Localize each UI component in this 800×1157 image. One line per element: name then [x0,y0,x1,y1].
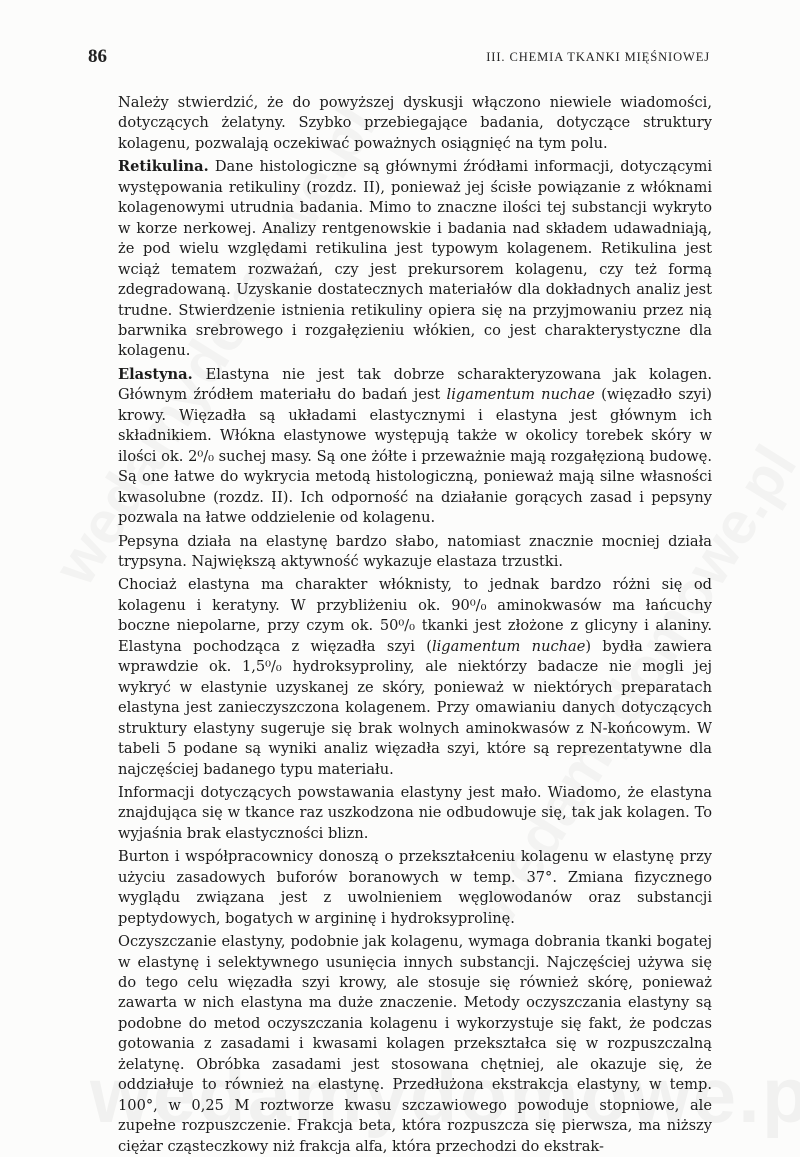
paragraph-oczyszczanie [118,932,712,1157]
paragraph-pepsyna [118,532,712,573]
paragraph-burton [118,847,712,929]
paragraph-pepsyna-text: Pepsyna działa na elastynę bardzo słabo, natomiast znacznie mocniej działa trypsyna. Największą aktywność wykazuje elastaza trzustki. [118,532,712,570]
paragraph-burton-text: Burton i współpracownicy donoszą o przekształceniu kolagenu w elastynę przy użyciu zasadowych buforów boranowych w temp. 37°. Zmiana fizycznego wyglądu związana jest z uwolnieniem węglowodanów oraz substancji peptydowych, bogatych w argininę i hydroksyprolinę. [118,848,712,927]
paragraph-chociaz-latin-term: ligamentum nuchae [431,637,586,655]
paragraph-elastyna-text-a: Elastyna nie jest tak dobrze scharakteryzowana jak kolagen. Głównym źródłem materiału do badań jest [118,365,712,404]
paragraph-1 [118,93,712,154]
paragraph-chociaz [118,575,712,780]
paragraph-informacji-text: Informacji dotyczących powstawania elastyny jest mało. Wiadomo, że elastyna znajdująca się w tkance raz uszkodzona nie odbudowuje się, tak jak kolagen. To wyjaśnia brak elastyczności blizn. [118,783,712,842]
paragraph-informacji [118,783,712,844]
paragraph-retikulina-text: Dane histologiczne są głównymi źródłami informacji, dotyczącymi występowania retikuliny (rozdz. II), ponieważ jej ścisłe powiązanie z włóknami kolagenowymi utrudnia badania. Mimo to znaczne ilości tej substancji wykryto w korze nerkowej. Analizy rentgenowskie i badania nad składem udawadniają, że pod wielu względami retikulina jest typowym kolagenem. Retikulina jest wciąż tematem rozważań, czy jest prekursorem kolagenu, czy też formą zdegradowaną. Uzyskanie dostatecznych materiałów dla dokładnych analiz jest trudne. Stwierdzenie istnienia retikuliny opiera się na przyjmowaniu przez nią barwnika srebrowego i rozgałęzieniu włókien, co jest charakterystyczne dla kolagenu. [118,158,712,360]
paragraph-oczyszczanie-text: Oczyszczanie elastyny, podobnie jak kolagenu, wymaga dobrania tkanki bogatej w elastynę i selektywnego usunięcia innych substancji. Najczęściej używa się do tego celu więzadła szyi krowy, ale stosuje się również skórę, ponieważ zawarta w nich elastyna ma duże znaczenie. Metody oczyszczania elastyny są podobne do metod oczyszczania kolagenu i wykorzystuje się fakt, że podczas gotowania z zasadami i kwasami kolagen przekształca się w rozpuszczalną żelatynę. Obróbka zasadami jest stosowana chętniej, ale okazuje się, że oddziałuje to również na elastynę. Przedłużona ekstrakcja elastyny, w temp. 100°, w 0,25 M roztworze kwasu szczawiowego powoduje stopniowe, ale zupełne rozpuszczenie. Frakcja beta, która rozpuszcza się pierwsza, ma niższy ciężar cząsteczkowy niż frakcja alfa, która przechodzi do ekstrak- [118,933,712,1155]
paragraph-elastyna-latin-term: ligamentum nuchae [446,386,595,404]
page-number: 86 [88,46,107,67]
paragraph-elastyna-text-b: (więzadło szyi) krowy. Więzadła są układami elastycznymi i elastyna jest głównym ich składnikiem. Włókna elastynowe występują także w okolicy torebek skóry w ilości ok. 2⁰/₀ suchej masy. Są one żółte i przeważnie mają rozgałęzioną budowę. Są one łatwe do wykrycia metodą histologiczną, ponieważ mają silne własności kwasolubne (rozdz. II). Ich odporność na działanie gorących zasad i pepsyny pozwala na łatwe oddzielenie od kolagenu. [118,386,712,527]
paragraph-elastyna [118,365,712,529]
body-text [118,93,712,1157]
page-header [88,44,710,68]
paragraph-chociaz-text-a: Chociaż elastyna ma charakter włóknisty, to jednak bardzo różni się od kolagenu i keratyny. W przybliżeniu ok. 90⁰/₀ aminokwasów ma łańcuchy boczne niepolarne, przy czym ok. 50⁰/₀ tkanki jest złożone z glicyny i alaniny. Elastyna pochodząca z więzadła szyi ( [118,576,712,655]
paragraph-1-text: Należy stwierdzić, że do powyższej dyskusji włączono niewiele wiadomości, dotyczących żelatyny. Szybko przebiegające badania, dotyczące struktury kolagenu, pozwalają oczekiwać poważnych osiągnięć na tym polu. [118,94,712,152]
paragraph-retikulina [118,157,712,362]
paragraph-chociaz-text-b: ) bydła zawiera wprawdzie ok. 1,5⁰/₀ hydroksyproliny, ale niektórzy badacze nie mogli jej wykryć w elastynie uzyskanej ze skóry, ponieważ w niektórych preparatach elastyna jest zanieczyszczona kolagenem. Przy omawianiu danych dotyczących struktury elastyny sugeruje się brak wolnych aminokwasów z N-końcowym. W tabeli 5 podane są wyniki analiz więzadła szyi, które są reprezentatywne dla najczęściej badanego typu materiału. [118,637,712,778]
heading-retikulina: Retikulina. [118,158,209,176]
heading-elastyna: Elastyna. [118,365,193,383]
running-head: III. CHEMIA TKANKI MIĘŚNIOWEJ [486,50,710,64]
